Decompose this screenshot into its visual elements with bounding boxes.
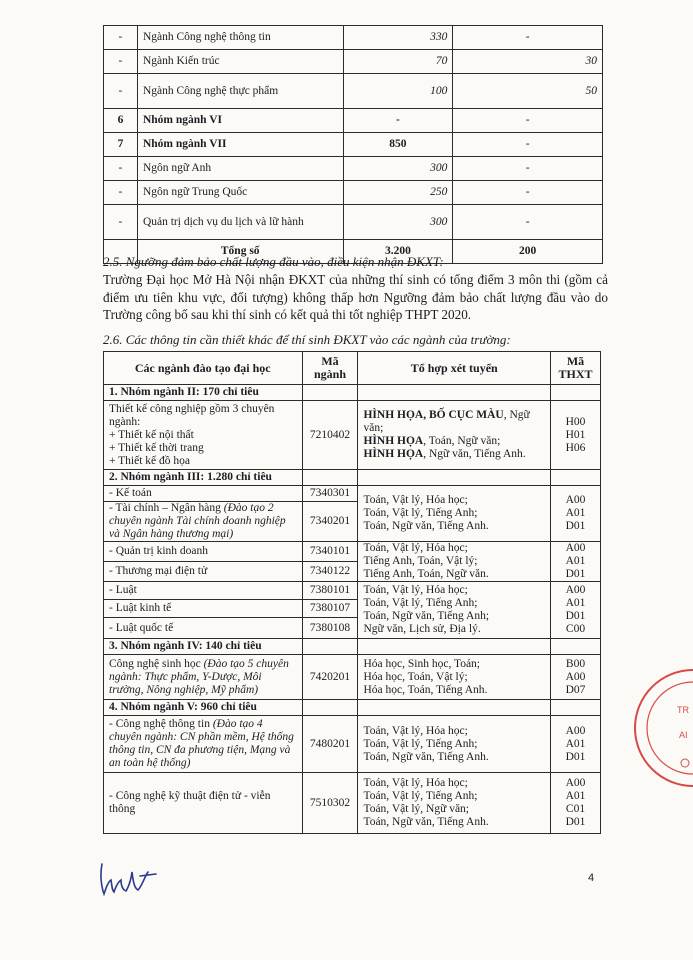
quota-table xyxy=(103,25,603,264)
table-row: - Ngôn ngữ Trung Quốc 250 - xyxy=(104,181,603,205)
table-row: - Tài chính – Ngân hàng (Đào tạo 2 chuyên ngành Tài chính doanh nghiệp và Ngân hàng thương mại) 7340201 xyxy=(104,502,601,542)
table-row: - Kế toán 7340301 Toán, Vật lý, Hóa học; Toán, Vật lý, Tiếng Anh; Toán, Ngữ văn, Tiếng Anh. A00 A01 D01 xyxy=(104,486,601,502)
table-row: - Công nghệ thông tin (Đào tạo 4 chuyên ngành: CN phần mềm, Hệ thống thông tin, CN đa phương tiện, Mạng và an toàn hệ thống) 7480201 Toán, Vật lý, Hóa học; Toán, Vật lý, Tiếng Anh; Toán, Ngữ văn, Tiếng Anh. A00 A01 D01 xyxy=(104,716,601,773)
table-row: - Ngôn ngữ Anh 300 - xyxy=(104,157,603,181)
table-row: - Công nghệ kỹ thuật điện tử - viễn thông 7510302 Toán, Vật lý, Hóa học; Toán, Vật lý, Tiếng Anh; Toán, Vật lý, Ngữ văn; Toán, Ngữ văn, Tiếng Anh. A00 A01 C01 D01 xyxy=(104,773,601,834)
table-row: - Quản trị dịch vụ du lịch và lữ hành 300 - xyxy=(104,205,603,240)
svg-text:TR: TR xyxy=(677,705,689,715)
svg-text:AI: AI xyxy=(679,730,688,740)
group-row: 1. Nhóm ngành II: 170 chỉ tiêu xyxy=(104,385,601,401)
majors-table xyxy=(103,351,601,834)
table-row: - Thương mại điện tử 7340122 xyxy=(104,562,601,582)
table-row: - Quản trị kinh doanh 7340101 Toán, Vật lý, Hóa học; Tiếng Anh, Toán, Vật lý; Tiếng Anh, Toán, Ngữ văn. A00 A01 D01 xyxy=(104,542,601,562)
section-heading-2-5: 2.5. Ngưỡng đảm bảo chất lượng đầu vào, điều kiện nhận ĐKXT: xyxy=(103,254,444,269)
table-header-row: Các ngành đào tạo đại học Mã ngành Tổ hợp xét tuyển Mã THXT xyxy=(104,352,601,385)
table-row: - Ngành Công nghệ thực phẩm 100 50 xyxy=(104,74,603,109)
page-number: 4 xyxy=(588,872,595,884)
table-row: - Ngành Công nghệ thông tin 330 - xyxy=(104,26,603,50)
group-row: 2. Nhóm ngành III: 1.280 chỉ tiêu xyxy=(104,470,601,486)
table-row: - Luật kinh tế 7380107 xyxy=(104,600,601,618)
section-paragraph-2-5: Trường Đại học Mở Hà Nội nhận ĐKXT của những thí sinh có tổng điểm 3 môn thi (gồm cả điểm ưu tiên khu vực, đối tượng) không thấp hơn Ngưỡng đảm bảo chất lượng đầu vào do Trường công bố sau khi thí sinh có kết quả thi tốt nghiệp THPT 2020. xyxy=(103,272,608,322)
table-row: - Ngành Kiến trúc 70 30 xyxy=(104,50,603,74)
table-row: Công nghệ sinh học (Đào tạo 5 chuyên ngành: Thực phẩm, Y-Dược, Môi trường, Nông nghiệp, Mỹ phẩm) 7420201 Hóa học, Sinh học, Toán; Hóa học, Toán, Vật lý; Hóa học, Toán, Tiếng Anh. B00 A00 D07 xyxy=(104,655,601,700)
stamp-seal xyxy=(655,668,693,788)
table-row: Thiết kế công nghiệp gồm 3 chuyên ngành: + Thiết kế nội thất + Thiết kế thời trang + Thiết kế đồ họa 7210402 HÌNH HỌA, BỐ CỤC MÀU, Ngữ văn; HÌNH HỌA, Toán, Ngữ văn; HÌNH HỌA, Ngữ văn, Tiếng Anh. H00 H01 H06 xyxy=(104,401,601,470)
table-row: - Luật quốc tế 7380108 xyxy=(104,618,601,639)
group-row: 4. Nhóm ngành V: 960 chỉ tiêu xyxy=(104,700,601,716)
table-row: - Luật 7380101 Toán, Vật lý, Hóa học; Toán, Vật lý, Tiếng Anh; Toán, Ngữ văn, Tiếng Anh; Ngữ văn, Lịch sử, Địa lý. A00 A01 D01 C00 xyxy=(104,582,601,600)
table-row: 6 Nhóm ngành VI - - xyxy=(104,109,603,133)
group-row: 3. Nhóm ngành IV: 140 chỉ tiêu xyxy=(104,639,601,655)
section-heading-2-6: 2.6. Các thông tin cần thiết khác để thí sinh ĐKXT vào các ngành của trường: xyxy=(103,332,511,347)
total-row: Tổng số 3.200 200 xyxy=(104,240,603,264)
signature xyxy=(96,860,166,898)
table-row: 7 Nhóm ngành VII 850 - xyxy=(104,133,603,157)
